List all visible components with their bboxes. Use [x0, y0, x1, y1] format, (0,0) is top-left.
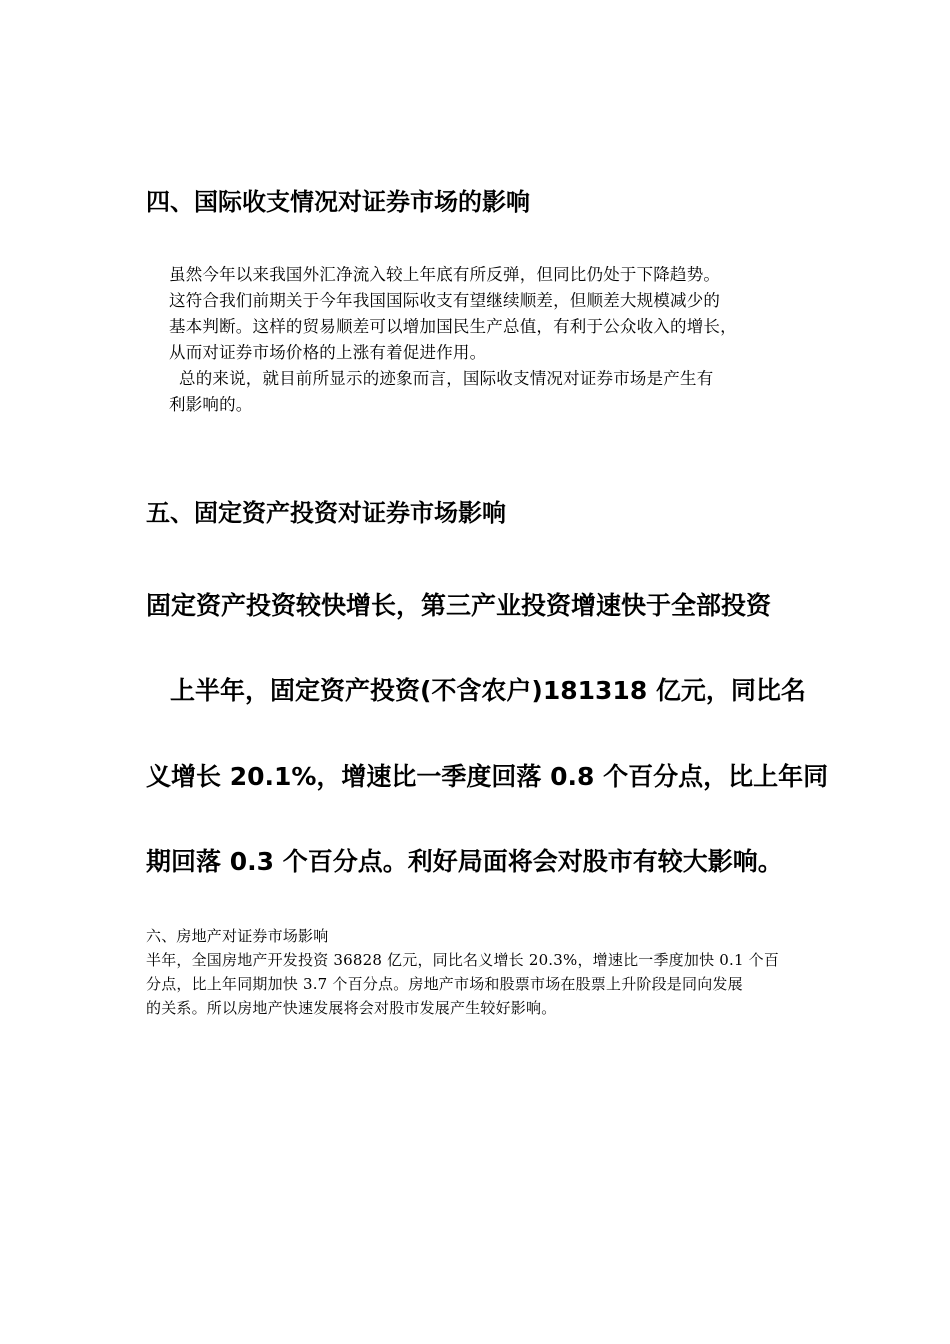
body-line: 利影响的。 [169, 395, 253, 414]
body-line: 虽然今年以来我国外汇净流入较上年底有所反弹，但同比仍处于下降趋势。 [169, 265, 721, 284]
section-5-line: 上半年，固定资产投资(不含农户)181318 亿元，同比名 [170, 676, 806, 705]
section-5-line: 义增长 20.1%，增速比一季度回落 0.8 个百分点，比上年同 [146, 762, 829, 791]
body-line: 分点，比上年同期加快 3.7 个百分点。房地产市场和股票市场在股票上升阶段是同向发展 [146, 975, 743, 993]
section-5-heading: 五、固定资产投资对证券市场影响 [146, 499, 506, 527]
body-line: 这符合我们前期关于今年我国国际收支有望继续顺差，但顺差大规模减少的 [169, 291, 721, 310]
section-6-body [146, 924, 816, 1020]
section-5-line: 固定资产投资较快增长，第三产业投资增速快于全部投资 [146, 591, 772, 620]
section-5-line: 期回落 0.3 个百分点。利好局面将会对股市有较大影响。 [146, 847, 783, 876]
body-line: 半年，全国房地产开发投资 36828 亿元，同比名义增长 20.3%，增速比一季度加快 0.1 个百 [146, 951, 780, 969]
body-line: 的关系。所以房地产快速发展将会对股市发展产生较好影响。 [146, 999, 557, 1017]
section-4-heading: 四、国际收支情况对证券市场的影响 [146, 188, 530, 216]
body-line: 从而对证券市场价格的上涨有着促进作用。 [169, 343, 487, 362]
body-line: 总的来说，就目前所显示的迹象而言，国际收支情况对证券市场是产生有 [179, 369, 714, 388]
section-4-body [169, 262, 829, 418]
section-6-heading: 六、房地产对证券市场影响 [146, 927, 329, 945]
body-line: 基本判断。这样的贸易顺差可以增加国民生产总值，有利于公众收入的增长， [169, 317, 737, 336]
